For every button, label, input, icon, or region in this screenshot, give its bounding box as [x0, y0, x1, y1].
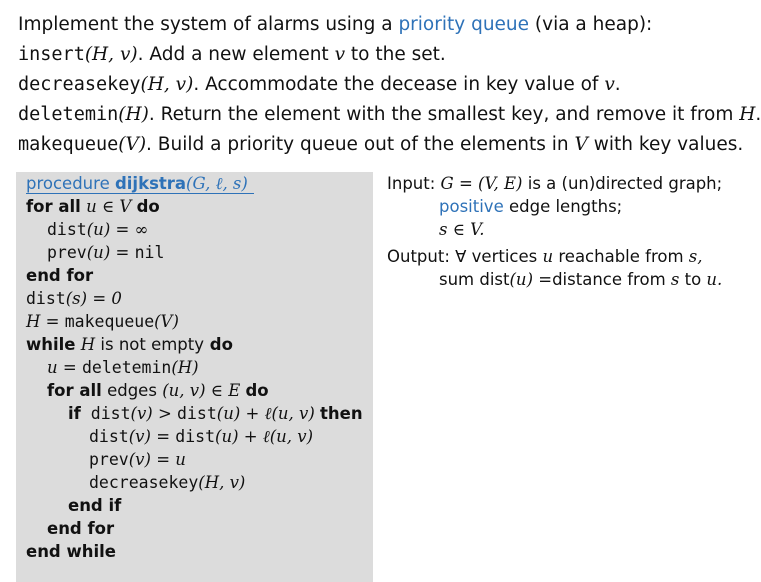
input-line-3	[439, 218, 484, 241]
output-label: Output:	[387, 247, 450, 266]
algo-line	[26, 287, 122, 310]
keyword: end if	[68, 496, 122, 515]
keyword: do	[204, 335, 233, 354]
code: deletemin	[81, 358, 172, 377]
op-desc: . Add a new element	[137, 44, 335, 65]
algo-line	[68, 494, 121, 517]
op-args: (H, v)	[140, 74, 194, 95]
text: edges	[101, 381, 163, 400]
intro-before: Implement the system of alarms using a	[18, 14, 399, 35]
intro-after: (via a heap):	[529, 14, 653, 35]
keyword: for all	[47, 381, 102, 400]
input-label: Input:	[387, 174, 436, 193]
procedure-name: dijkstra	[114, 174, 187, 193]
procedure-signature	[26, 174, 254, 194]
op-args: (H)	[118, 104, 149, 125]
keyword: if	[68, 404, 81, 423]
math: (s) = 0	[65, 289, 122, 308]
algo-line	[47, 356, 199, 379]
keyword: while	[26, 335, 76, 354]
text: is a (un)directed graph;	[522, 174, 723, 193]
op-name: deletemin	[18, 104, 119, 125]
algo-line	[47, 379, 269, 402]
math: (u) + ℓ(u, v)	[216, 404, 321, 423]
op-var: V	[574, 134, 588, 155]
algo-line	[26, 540, 116, 563]
input-line	[387, 172, 722, 195]
algo-line	[89, 471, 245, 494]
math: (H, v)	[198, 473, 246, 492]
output-line	[387, 245, 703, 268]
text: edge lengths;	[503, 197, 623, 216]
algorithm-box	[16, 172, 373, 582]
math: (u) = ∞	[86, 220, 149, 239]
op-var: v	[604, 74, 615, 95]
procedure-args: (G, ℓ, s)	[186, 174, 248, 193]
algo-line	[26, 333, 233, 356]
op-insert	[18, 40, 753, 70]
math: (v) =	[128, 427, 176, 446]
text: reachable from	[553, 247, 689, 266]
op-args: (V)	[118, 134, 147, 155]
code: dist	[26, 289, 66, 308]
math: u ∈ V	[80, 197, 137, 216]
text: sum dist	[439, 270, 510, 289]
math: (V)	[154, 312, 179, 331]
algo-line	[89, 448, 186, 471]
op-makequeue	[18, 130, 753, 160]
output-line-2	[439, 268, 722, 291]
keyword: end for	[47, 519, 115, 538]
op-var: v	[334, 44, 346, 65]
op-deletemin	[18, 100, 761, 130]
math: (u) =	[86, 243, 135, 262]
code: dist	[80, 404, 131, 423]
op-name: decreasekey	[18, 74, 141, 95]
text: ∀ vertices	[449, 247, 543, 266]
math: (u)	[509, 270, 534, 289]
math: s,	[688, 247, 703, 266]
math: (u) + ℓ(u, v)	[215, 427, 314, 446]
code: dist	[177, 404, 217, 423]
priority-queue-link[interactable]: priority queue	[398, 14, 530, 35]
code: dist	[89, 427, 129, 446]
keyword: end while	[26, 542, 116, 561]
math: u =	[47, 358, 82, 377]
algo-line	[47, 517, 114, 540]
math: u	[542, 247, 554, 266]
keyword: do	[245, 381, 269, 400]
input-line-2	[439, 195, 622, 218]
algo-line	[26, 195, 160, 218]
math: s	[670, 270, 680, 289]
op-desc: . Accommodate the decease in key value of	[193, 74, 605, 95]
algo-line	[68, 402, 363, 425]
math: H =	[26, 312, 65, 331]
algo-line	[47, 218, 148, 241]
op-args: (H, v)	[84, 44, 138, 65]
positive-link[interactable]: positive	[439, 197, 504, 216]
op-var: H	[739, 104, 756, 125]
keyword: do	[136, 197, 160, 216]
math: H	[75, 335, 101, 354]
algo-line	[26, 310, 179, 333]
text: to	[679, 270, 707, 289]
op-desc: . Build a priority queue out of the elements in	[146, 134, 575, 155]
text: =distance from	[533, 270, 671, 289]
code: dist	[175, 427, 216, 446]
op-tail: .	[614, 74, 621, 95]
code: dist	[47, 220, 87, 239]
keyword: then	[320, 404, 363, 423]
code: nil	[134, 243, 165, 262]
op-tail: to the set.	[345, 44, 446, 65]
intro-section	[18, 10, 761, 160]
code: prev	[47, 243, 87, 262]
algo-line	[47, 241, 164, 264]
op-desc: . Return the element with the smallest key, and remove it from	[148, 104, 740, 125]
math: (v) >	[130, 404, 178, 423]
math: s ∈ V.	[439, 220, 485, 239]
op-tail: with key values.	[587, 134, 744, 155]
keyword: for all	[26, 197, 81, 216]
op-name: makequeue	[18, 134, 119, 155]
op-tail: .	[755, 104, 761, 125]
intro-line	[18, 10, 753, 40]
math: G = (V, E)	[440, 174, 523, 193]
procedure-header	[26, 172, 254, 195]
math: u.	[706, 270, 723, 289]
code: prev	[89, 450, 129, 469]
code: decreasekey	[89, 473, 199, 492]
op-name: insert	[18, 44, 85, 65]
math: (u, v) ∈ E	[162, 381, 246, 400]
math: (v) = u	[128, 450, 186, 469]
math: (H)	[171, 358, 199, 377]
keyword: end for	[26, 266, 94, 285]
code: makequeue	[64, 312, 155, 331]
procedure-keyword: procedure	[26, 174, 110, 193]
algo-line	[89, 425, 313, 448]
op-decreasekey	[18, 70, 753, 100]
algo-line	[26, 264, 93, 287]
text: is not empty	[100, 335, 205, 354]
